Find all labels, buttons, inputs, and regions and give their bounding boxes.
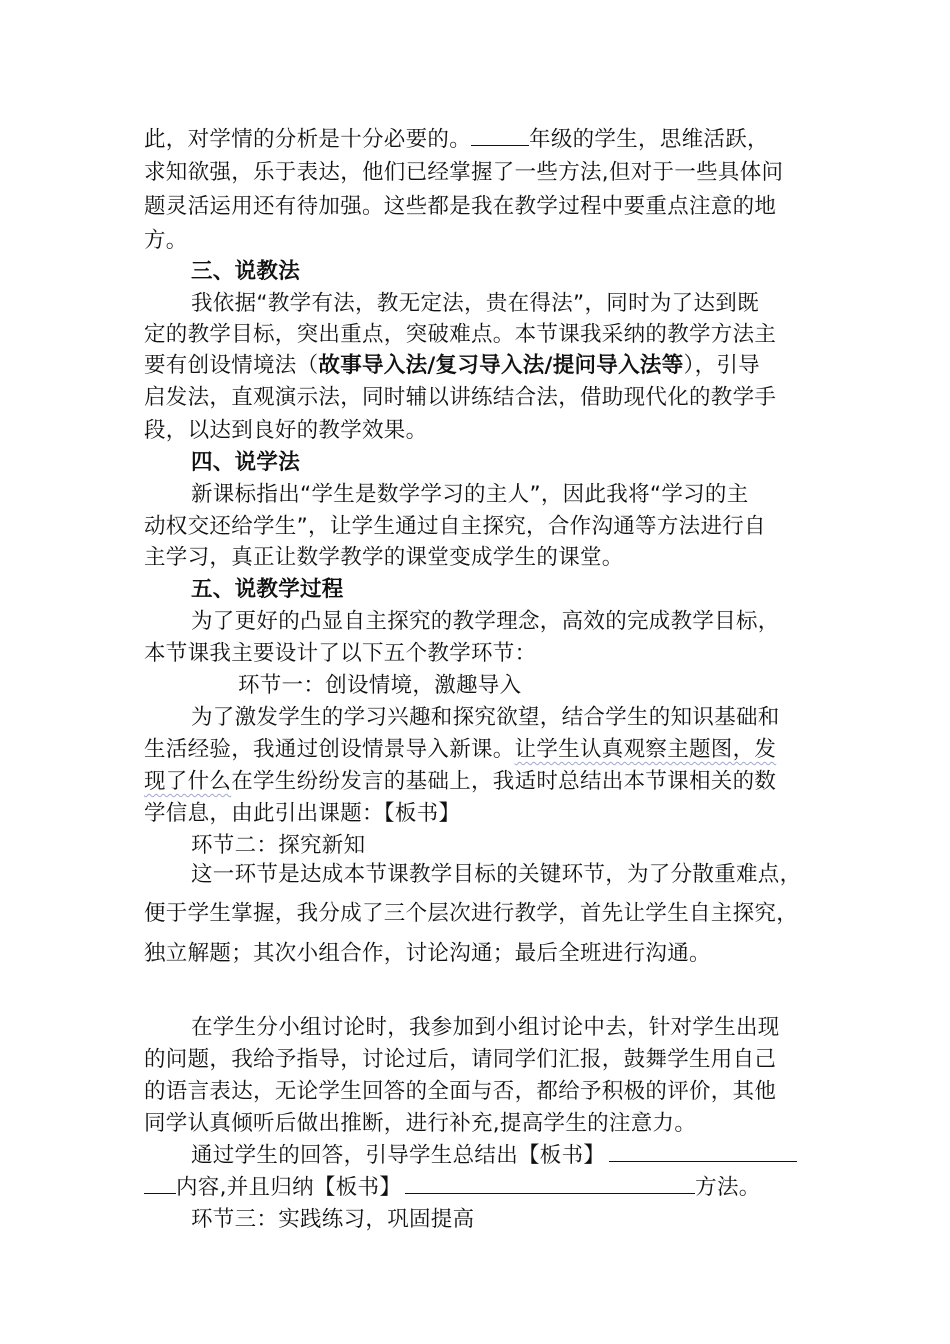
section-heading: 四、说学法 [191, 450, 301, 475]
wavy-underlined-text: 现了什么 [144, 769, 232, 794]
text-line: 方。 [144, 228, 188, 253]
text-line: 新课标指出“学生是数学学习的主人”，因此我将“学习的主 [191, 482, 749, 507]
text-span: 要有创设情境法（ [144, 353, 319, 378]
text-line: 的问题，我给予指导，讨论过后，请同学们汇报，鼓舞学生用自己 [144, 1047, 777, 1072]
text-line: 为了激发学生的学习兴趣和探究欲望，结合学生的知识基础和 [191, 705, 780, 730]
text-line: 主学习，真正让数学教学的课堂变成学生的课堂。 [144, 545, 624, 570]
step-title: 环节一：创设情境，激趣导入 [238, 673, 522, 698]
step-title: 环节三：实践练习，巩固提高 [191, 1207, 475, 1232]
text-line: 在学生分小组讨论时，我参加到小组讨论中去，针对学生出现 [191, 1015, 780, 1040]
text-line: 便于学生掌握，我分成了三个层次进行教学，首先让学生自主探究， [144, 901, 799, 926]
text-line: 求知欲强，乐于表达，他们已经掌握了一些方法,但对于一些具体问 [144, 160, 784, 185]
text-span: ），引导 [683, 353, 760, 378]
text-line: 本节课我主要设计了以下五个教学环节： [144, 641, 537, 666]
text-span: 方法。 [695, 1175, 761, 1200]
step-title: 环节二：探究新知 [191, 833, 366, 858]
text-line: 为了更好的凸显自主探究的教学理念，高效的完成教学目标， [191, 609, 780, 634]
text-line: 这一环节是达成本节课教学目标的关键环节，为了分散重难点， [191, 862, 802, 887]
text-span: 生活经验，我通过创设情景导入新课。 [144, 737, 515, 762]
text-line [144, 767, 776, 797]
text-line [144, 351, 760, 381]
text-line [144, 735, 776, 765]
fill-in-blank [405, 1173, 695, 1194]
text-line: 同学认真倾听后做出推断，进行补充,提高学生的注意力。 [144, 1111, 697, 1136]
text-span: 此，对学情的分析是十分必要的。 [144, 127, 472, 152]
text-line: 学信息，由此引出课题：【板书】 [144, 801, 461, 826]
fill-in-blank [609, 1141, 797, 1162]
text-span: 在学生纷纷发言的基础上，我适时总结出本节课相关的数 [231, 769, 777, 794]
fill-in-blank [144, 1173, 176, 1194]
text-span: 年级的学生，思维活跃， [529, 127, 769, 152]
text-line [144, 125, 769, 155]
text-line: 段，以达到良好的教学效果。 [144, 418, 428, 443]
bold-text: 故事导入法/复习导入法/提问导入法等 [318, 353, 684, 378]
text-line: 的语言表达，无论学生回答的全面与否，都给予积极的评价，其他 [144, 1079, 777, 1104]
text-line: 我依据“教学有法，教无定法，贵在得法”，同时为了达到既 [191, 291, 759, 316]
text-line: 启发法，直观演示法，同时辅以讲练结合法，借助现代化的教学手 [144, 385, 777, 410]
text-line: 动权交还给学生”，让学生通过自主探究，合作沟通等方法进行自 [144, 514, 766, 539]
text-line [191, 1141, 797, 1171]
section-heading: 三、说教法 [191, 259, 301, 284]
section-heading: 五、说教学过程 [191, 577, 344, 602]
text-span: 通过学生的回答，引导学生总结出【板书】 [191, 1143, 606, 1168]
wavy-underlined-text: 让学生认真观察主题图，发 [514, 737, 777, 762]
text-span: 内容,并且归纳【板书】 [176, 1175, 402, 1200]
text-line: 独立解题；其次小组合作，讨论沟通；最后全班进行沟通。 [144, 941, 711, 966]
text-line: 定的教学目标，突出重点，突破难点。本节课我采纳的教学方法主 [144, 322, 777, 347]
fill-in-blank [471, 125, 529, 146]
text-line: 题灵活运用还有待加强。这些都是我在教学过程中要重点注意的地 [144, 194, 777, 219]
text-line [144, 1173, 761, 1203]
